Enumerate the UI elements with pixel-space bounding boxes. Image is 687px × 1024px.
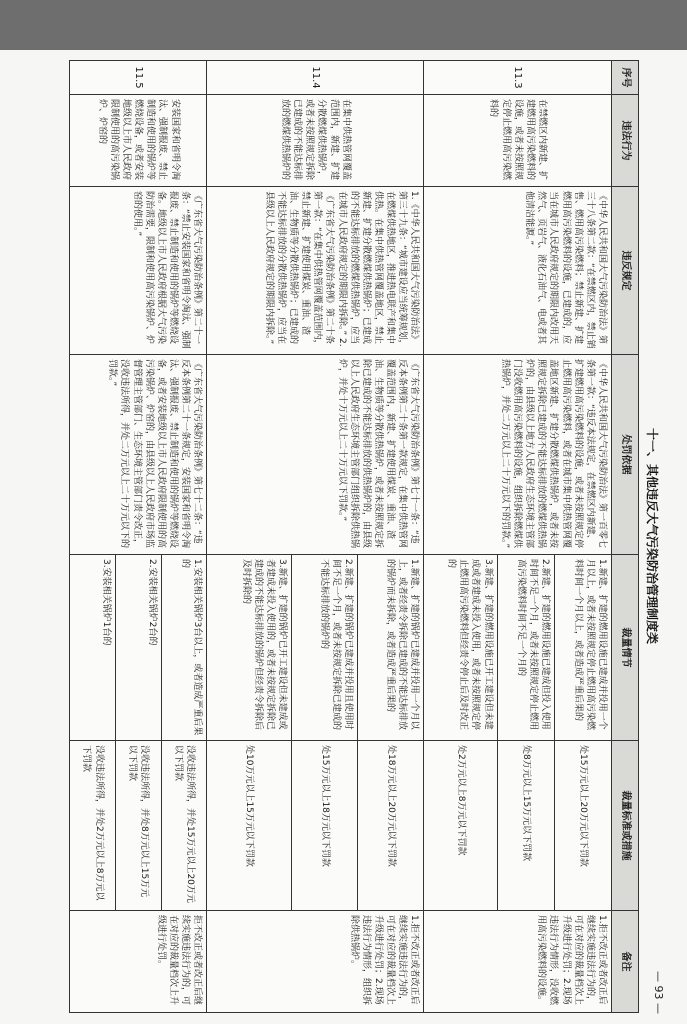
measure-cell: 处8万元以上15万元以下罚款 — [497, 741, 554, 911]
circumstance-cell: 1.新建、扩建的锅炉已建成并投用一个月以上，或者经责令拆除已建成的不能达标排放的锅炉而未拆除，或者造成严重后果的 — [358, 555, 424, 741]
scan-top-bar — [0, 0, 687, 50]
circumstance-cell: 3.新建、扩建的燃用设施已开工建设但未建成或者建成未投入使用，或者未按照规定停止燃用高污染燃料但经责令停止后及时改正的 — [424, 555, 497, 741]
violated-provision: 《中华人民共和国大气污染防治法》第三十八条第二款：“在禁燃区内，禁止销售、燃用高污染燃料；禁止新建、扩建燃用高污染燃料的设施，已建成的，应当在城市人民政府规定的期限内改用天然气、页岩气、液化石油气、电或者其他清洁能源。” — [424, 187, 612, 355]
note-cell: 1.拒不改正或者改正后继续实施违法行为的，可在对应的裁量档次上升级进行处罚；2.现场违法行为情形，组织拆除供热锅炉。 — [207, 911, 424, 1013]
measure-cell: 处15万元以上20万元以下罚款 — [554, 741, 611, 911]
measure-cell: 处15万元以上18万元以下罚款 — [291, 741, 357, 911]
circumstance-cell: 3.新建、扩建的锅炉已开工建设但未建成或者建成未投入使用的，或者未按规定拆除已建成的不能达标排放的锅炉但经责令拆除后及时拆除的 — [207, 555, 292, 741]
row-number: 11.5 — [70, 61, 207, 95]
circumstance-cell: 1.安装相关锅炉3台以上，或者造成严重后果的 — [161, 555, 207, 741]
header-note: 备注 — [612, 911, 639, 1013]
penalty-basis: 《广东省大气污染防治条例》第七十一条：“违反本条例第二十条第一款规定，在集中供热管网覆盖范围内，新建、扩建使用煤炭、重油、渣油、生物质等分散供热锅炉，或者未按照规定拆除已建成的不能达标排放的供热锅炉的，由县级以上人民政府生态环境主管部门组织拆除供热锅炉，并处十万元以上二十万元以下罚款。” — [207, 355, 424, 555]
violation-act: 安装国家和省明令淘汰、强制报废、禁止制造和使用的锅炉等燃烧设备，或者安装地级以上市人民政府限制使用的高污染锅炉、炉窑的 — [70, 95, 207, 187]
header-basis: 处罚依据 — [612, 355, 639, 555]
header-measure: 裁量标准或措施 — [612, 741, 639, 911]
table-row — [554, 61, 611, 1013]
rotated-page-content — [65, 60, 665, 1012]
header-no: 序号 — [612, 61, 639, 95]
measure-cell: 处2万元以上8万元以下罚款 — [424, 741, 497, 911]
table-header-row — [612, 61, 639, 1013]
violated-provision: 1.《中华人民共和国大气污染防治法》第三十九条：“城市建设应当统筹规划，在燃煤供热地区，推进热电联产和集中供热。在集中供热管网覆盖地区，禁止新建、扩建分散燃煤供热锅炉；已建成的不能达标排放的燃煤供热锅炉，应当在城市人民政府规定的期限内拆除。” 2.《广东省大气污染防治条例》第二十条第一款：“在集中供热管网覆盖范围内，禁止新建、扩建使用煤炭、重油、渣油、生物质等分散供热锅炉；已建成的不能达标排放的分散供热锅炉，应当在县级以上人民政府规定的期限内拆除。” — [207, 187, 424, 355]
measure-cell: 没收违法所得，并处8万元以上15万元以下罚款 — [115, 741, 161, 911]
table-row — [161, 61, 207, 1013]
note-cell: 1.拒不改正或者改正后继续实施违法行为的，可在对应的裁量档次上升级进行处罚；2.现场违法行为情形，没收燃用高污染燃料的设施。 — [424, 911, 612, 1013]
header-circumstance: 裁量情节 — [612, 555, 639, 741]
penalty-basis: 《中华人民共和国大气污染防治法》第一百零七条第一款：“违反本法规定，在禁燃区内新建、扩建燃用高污染燃料的设施，或者未按照规定停止燃用高污染燃料，或者在城市集中供热管网覆盖地区新建、扩建分散燃煤供热锅炉，或者未按照规定拆除已建成的不能达标排放的燃煤供热锅炉的，由县级以上地方人民政府生态环境主管部门没收燃用高污染燃料的设施，组织拆除燃煤供热锅炉，并处二万元以上二十万元以下的罚款。” — [424, 355, 612, 555]
measure-cell: 处18万元以上20万元以下罚款 — [358, 741, 424, 911]
violated-provision: 《广东省大气污染防治条例》第二十一条：“禁止安装国家和省明令淘汰、强制报废、禁止制造和使用的锅炉等燃烧设备。地级以上市人民政府根据大气污染防治需要，限制和使用高污染锅炉、炉窑的使用。” — [70, 187, 207, 355]
header-act: 违法行为 — [612, 95, 639, 187]
page-number: — 93 — — [652, 971, 665, 1014]
header-rule: 违反规定 — [612, 187, 639, 355]
circumstance-cell: 3.安装相关锅炉1台的 — [70, 555, 116, 741]
penalty-discretion-table — [69, 60, 639, 1013]
measure-cell: 没收违法所得，并处2万元以上8万元以下罚款 — [70, 741, 116, 911]
row-number: 11.4 — [207, 61, 424, 95]
circumstance-cell: 2.安装相关锅炉2台的 — [115, 555, 161, 741]
table-row — [358, 61, 424, 1013]
violation-act: 在集中供热管网覆盖范围内，新建、扩建分散燃煤供热锅炉，或者未按照规定拆除已建成的不能达标排放的燃煤供热锅炉的 — [207, 95, 424, 187]
circumstance-cell: 1.新建、扩建的燃用设施已建成并投用一个月以上，或者未按照规定停止燃用高污染燃料时间一个月以上，或者造成严重后果的 — [554, 555, 611, 741]
note-cell: 拒不改正或者改正后继续实施违法行为的，可在对应的裁量档次上升级进行处罚。 — [70, 911, 207, 1013]
violation-act: 在禁燃区内新建、扩建燃用高污染燃料的设施，或者未按照规定停止燃用高污染燃料的 — [424, 95, 612, 187]
circumstance-cell: 2.新建、扩建的锅炉已建成并投用且使用时间不足一个月，或者未按规定拆除已建成的不能达标排放的锅炉的 — [291, 555, 357, 741]
measure-cell: 处10万元以上15万元以下罚款 — [207, 741, 292, 911]
measure-cell: 没收违法所得，并处15万元以上20万元以下罚款 — [161, 741, 207, 911]
row-number: 11.3 — [424, 61, 612, 95]
section-title: 十一、其他违反大气污染防治管理制度类 — [645, 427, 659, 644]
circumstance-cell: 2.新建、扩建的燃用设施已建成但投入使用时间不足一个月，或者未按照规定停止燃用高污染燃料时间不足一个月的 — [497, 555, 554, 741]
penalty-basis: 《广东省大气污染防治条例》第七十二条：“违反本条例第二十一条规定，安装国家和省明令淘汰、强制报废、禁止制造和使用的锅炉等燃烧设备，或者安装地级以上市人民政府限制使用的高污染锅炉、炉窑的，由县级以上人民政府市场监督管理主管部门、生态环境主管部门责令改正，没收违法所得，并处二万元以上二十万元以下的罚款。” — [70, 355, 207, 555]
